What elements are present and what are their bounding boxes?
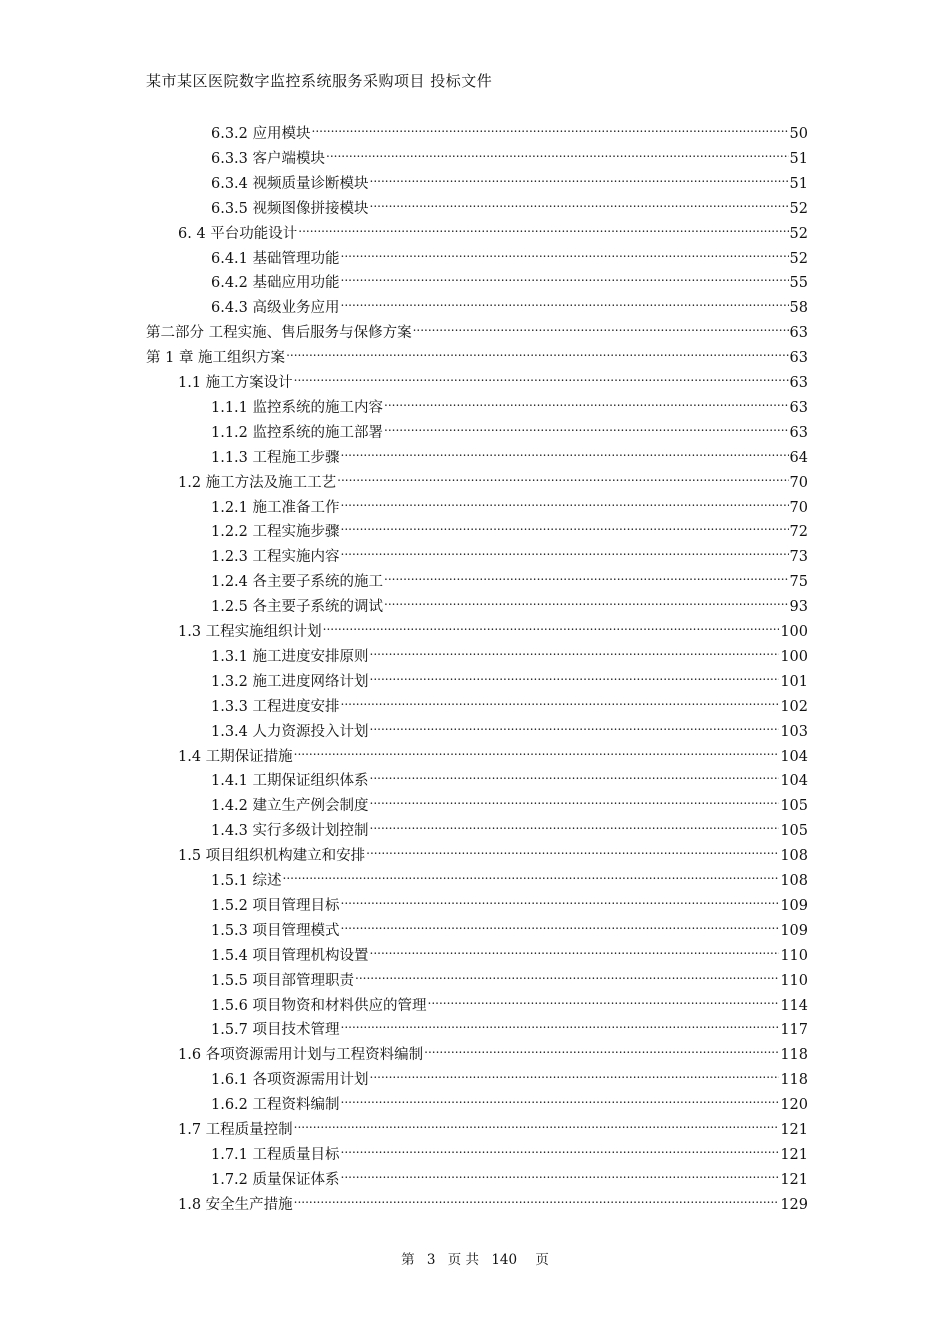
toc-entry[interactable] [211,1087,808,1114]
toc-leader-dots [298,216,788,238]
toc-entry-page-number: 109 [780,897,808,914]
toc-entry-title: 1.5.2 项目管理目标 [211,897,340,914]
toc-entry-title: 1.6 各项资源需用计划与工程资料编制 [178,1047,424,1064]
toc-leader-dots [370,763,780,785]
toc-entry-page-number: 73 [789,549,808,566]
toc-entry-page-number: 118 [780,1072,808,1089]
toc-leader-dots [341,689,780,711]
toc-leader-dots [370,938,780,960]
toc-entry[interactable] [211,988,808,1014]
toc-entry-title: 1.2.2 工程实施步骤 [211,524,340,541]
toc-entry-page-number: 121 [780,1122,808,1138]
toc-leader-dots [341,1087,780,1109]
toc-entry-title: 6.4.2 基础应用功能 [211,275,340,292]
toc-entry-title: 1.4 工期保证措施 [178,748,293,765]
toc-leader-dots [341,490,789,512]
toc-leader-dots [341,241,789,263]
page-footer [0,1248,950,1268]
toc-entry-page-number: 51 [789,150,808,167]
toc-entry-page-number: 52 [789,225,808,242]
toc-entry-title: 第二部分 工程实施、售后服务与保修方案 [146,325,412,342]
toc-entry[interactable] [178,1112,808,1138]
toc-entry-page-number: 105 [780,823,808,840]
toc-entry-page-number: 93 [789,599,808,616]
toc-entry-title: 1.5.1 综述 [211,873,282,889]
toc-entry-page-number: 100 [780,624,808,640]
toc-entry-page-number: 52 [789,200,808,217]
toc-entry[interactable] [211,390,808,416]
toc-entry-title: 1.7.1 工程质量目标 [211,1146,340,1163]
toc-entry-title: 1.7 工程质量控制 [178,1122,293,1138]
toc-entry[interactable] [211,863,808,889]
toc-entry-page-number: 63 [789,399,808,416]
toc-entry[interactable] [211,490,808,516]
toc-entry-page-number: 51 [789,175,808,192]
toc-entry-title: 6.3.3 客户端模块 [211,150,326,167]
toc-entry-page-number: 72 [789,524,808,541]
toc-entry-page-number: 120 [780,1097,808,1114]
toc-entry-page-number: 70 [789,499,808,516]
toc-entry-title: 6. 4 平台功能设计 [178,225,298,242]
toc-entry[interactable] [211,714,808,740]
toc-entry-title: 1.1 施工方案设计 [178,375,293,391]
toc-leader-dots [370,1062,780,1084]
toc-entry[interactable] [211,1012,808,1039]
toc-entry-page-number: 63 [789,424,808,441]
toc-entry-page-number: 114 [780,997,808,1014]
footer-total-pages: 140 [491,1252,518,1268]
toc-entry[interactable] [211,241,808,267]
toc-entry-page-number: 63 [789,350,808,367]
toc-leader-dots [370,813,780,835]
toc-leader-dots [341,888,780,910]
toc-leader-dots [294,739,780,761]
toc-entry[interactable] [211,1137,808,1163]
toc-leader-dots [341,1012,780,1034]
toc-leader-dots [413,315,789,337]
toc-leader-dots [294,365,789,387]
toc-entry[interactable] [211,564,808,591]
toc-entry-title: 6.3.4 视频质量诊断模块 [211,175,369,192]
toc-entry-page-number: 110 [780,972,808,989]
toc-leader-dots [384,589,789,611]
toc-entry-page-number: 75 [789,574,808,591]
toc-entry[interactable] [178,465,808,491]
toc-entry[interactable] [211,639,808,665]
toc-entry-title: 第 1 章 施工组织方案 [146,350,286,367]
toc-entry-title: 6.4.1 基础管理功能 [211,250,340,267]
toc-entry[interactable] [211,440,808,466]
toc-entry[interactable] [211,191,808,217]
toc-leader-dots [355,963,779,985]
toc-leader-dots [341,265,789,287]
toc-entry-title: 1.2 施工方法及施工工艺 [178,474,337,491]
footer-current-page: 3 [426,1252,436,1268]
toc-entry-page-number: 104 [780,773,808,790]
toc-leader-dots [286,340,788,362]
toc-entry-title: 1.3 工程实施组织计划 [178,624,322,640]
toc-entry-page-number: 118 [780,1047,808,1064]
toc-entry-title: 1.4.1 工期保证组织体系 [211,773,369,790]
toc-leader-dots [370,191,789,213]
toc-entry-page-number: 55 [789,275,808,292]
toc-entry-title: 1.2.5 各主要子系统的调试 [211,599,384,616]
toc-leader-dots [424,1037,779,1059]
toc-entry[interactable] [178,365,808,391]
toc-entry-page-number: 63 [789,325,808,342]
toc-entry-title: 1.2.4 各主要子系统的施工 [211,574,384,591]
toc-entry[interactable] [178,216,808,242]
toc-entry-title: 1.5.6 项目物资和材料供应的管理 [211,997,427,1014]
toc-entry-title: 6.3.5 视频图像拼接模块 [211,200,369,217]
toc-leader-dots [384,390,789,412]
toc-entry[interactable] [211,938,808,964]
toc-leader-dots [294,1112,780,1134]
toc-entry[interactable] [211,415,808,441]
toc-leader-dots [370,664,780,686]
toc-entry[interactable] [178,838,808,865]
toc-leader-dots [384,415,789,437]
toc-entry-title: 1.5.5 项目部管理职责 [211,972,355,989]
toc-entry[interactable] [178,739,808,765]
toc-entry-page-number: 108 [780,848,808,865]
toc-entry[interactable] [211,539,808,566]
toc-entry[interactable] [178,1187,808,1213]
toc-leader-dots [337,465,788,487]
toc-entry-title: 1.3.2 施工进度网络计划 [211,673,369,690]
toc-entry-title: 1.2.3 工程实施内容 [211,549,340,566]
toc-entry-page-number: 102 [780,698,808,715]
toc-entry[interactable] [211,1162,808,1188]
toc-entry-title: 1.4.2 建立生产例会制度 [211,798,369,815]
toc-entry-title: 1.3.4 人力资源投入计划 [211,723,369,740]
toc-entry[interactable] [211,813,808,840]
footer-suffix: 页 [535,1252,549,1268]
toc-entry-page-number: 70 [789,474,808,491]
toc-leader-dots [370,714,780,736]
toc-entry-page-number: 63 [789,375,808,391]
toc-entry-title: 6.4.3 高级业务应用 [211,300,340,317]
toc-entry[interactable] [211,116,808,142]
toc-entry-title: 1.6.2 工程资料编制 [211,1097,340,1114]
footer-prefix: 第 [401,1252,415,1268]
toc-entry[interactable] [178,614,808,640]
toc-entry-title: 1.3.1 施工进度安排原则 [211,648,369,665]
toc-entry-title: 1.2.1 施工准备工作 [211,499,340,516]
toc-leader-dots [370,166,789,188]
toc-entry-page-number: 101 [780,673,808,690]
toc-entry[interactable] [211,689,808,715]
toc-entry[interactable] [211,888,808,914]
toc-leader-dots [326,141,789,163]
toc-leader-dots [341,1162,780,1184]
toc-leader-dots [428,988,780,1010]
toc-entry-page-number: 129 [780,1196,808,1213]
toc-leader-dots [341,1137,780,1159]
toc-entry-page-number: 121 [780,1171,808,1188]
toc-entry[interactable] [211,265,808,292]
toc-leader-dots [283,863,780,885]
toc-entry[interactable] [211,1062,808,1089]
toc-entry[interactable] [146,315,808,342]
toc-entry-title: 1.4.3 实行多级计划控制 [211,823,369,840]
toc-entry[interactable] [146,340,808,367]
toc-leader-dots [370,788,780,810]
toc-entry[interactable] [178,1037,808,1064]
toc-entry-title: 1.1.2 监控系统的施工部署 [211,424,384,441]
toc-entry-title: 1.6.1 各项资源需用计划 [211,1072,369,1089]
toc-leader-dots [341,539,789,561]
toc-entry-page-number: 64 [789,449,808,466]
toc-entry[interactable] [211,141,808,167]
toc-entry-page-number: 117 [780,1022,808,1039]
toc-entry-page-number: 121 [780,1146,808,1163]
toc-entry-page-number: 104 [780,748,808,765]
toc-entry-title: 1.8 安全生产措施 [178,1196,293,1213]
toc-entry-page-number: 108 [780,873,808,889]
toc-leader-dots [341,290,789,312]
toc-entry-page-number: 110 [780,947,808,964]
toc-leader-dots [384,564,789,586]
toc-entry[interactable] [211,664,808,690]
toc-entry[interactable] [211,763,808,790]
toc-entry-title: 1.5 项目组织机构建立和安排 [178,848,366,865]
toc-leader-dots [294,1187,780,1209]
toc-entry-title: 1.3.3 工程进度安排 [211,698,340,715]
toc-entry-title: 1.7.2 质量保证体系 [211,1171,340,1188]
toc-leader-dots [366,838,779,860]
toc-leader-dots [312,116,789,138]
toc-leader-dots [341,440,789,462]
toc-entry[interactable] [211,788,808,815]
toc-entry-page-number: 52 [789,250,808,267]
toc-leader-dots [370,639,780,661]
toc-entry-page-number: 105 [780,798,808,815]
toc-entry-page-number: 109 [780,922,808,939]
toc-entry[interactable] [211,166,808,192]
toc-leader-dots [341,514,789,536]
toc-entry-title: 1.5.3 项目管理模式 [211,922,340,939]
document-header: 某市某区医院数字监控系统服务采购项目 投标文件 [146,72,493,90]
toc-entry-title: 1.1.3 工程施工步骤 [211,449,340,466]
toc-entry[interactable] [211,589,808,616]
toc-entry[interactable] [211,913,808,939]
toc-entry-page-number: 103 [780,723,808,740]
toc-entry[interactable] [211,514,808,541]
toc-entry[interactable] [211,290,808,317]
toc-entry-title: 1.5.7 项目技术管理 [211,1022,340,1039]
toc-entry[interactable] [211,963,808,989]
toc-entry-page-number: 100 [780,648,808,665]
toc-leader-dots [323,614,780,636]
toc-entry-title: 6.3.2 应用模块 [211,126,311,142]
toc-entry-title: 1.1.1 监控系统的施工内容 [211,399,384,416]
footer-mid: 页 共 [447,1252,480,1268]
toc-leader-dots [341,913,780,935]
toc-entry-title: 1.5.4 项目管理机构设置 [211,947,369,964]
toc-entry-page-number: 58 [789,300,808,317]
toc-entry-page-number: 50 [789,126,808,142]
